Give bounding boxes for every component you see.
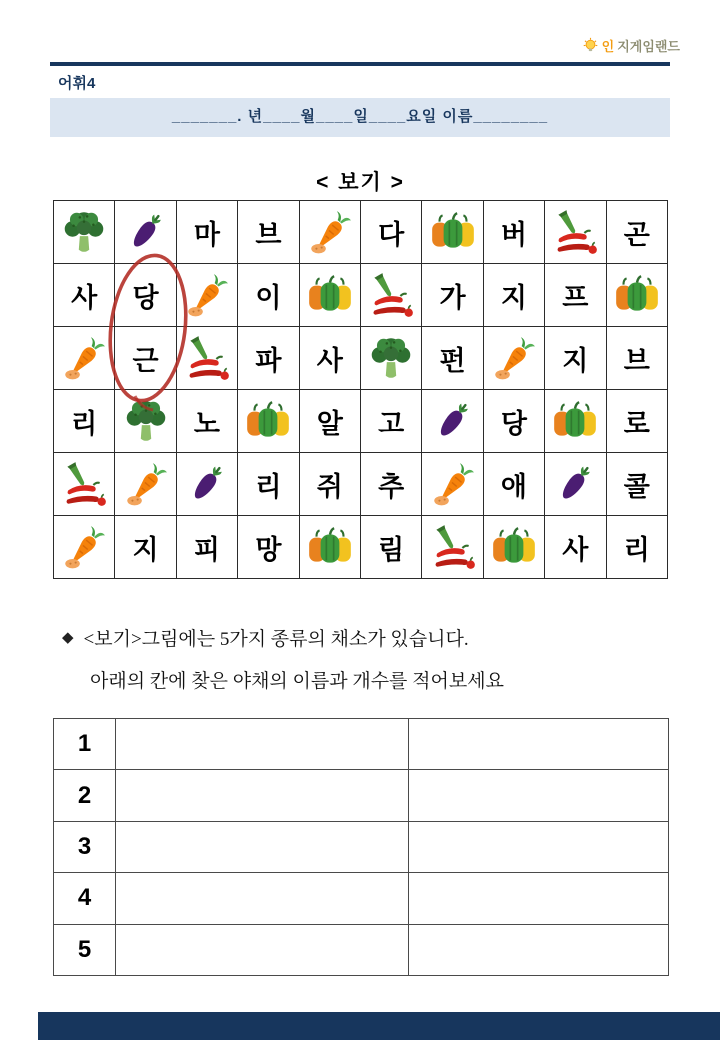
footer-bar [38, 1012, 720, 1040]
carrot-icon [176, 264, 237, 327]
syllable-cell: 애 [483, 453, 544, 516]
vegetable-name-cell [116, 719, 409, 770]
syllable-cell: 지 [483, 264, 544, 327]
row-number: 3 [54, 821, 116, 872]
brand-text-accent: 인 [601, 39, 615, 54]
syllable-cell: 로 [606, 390, 667, 453]
syllable-cell: 당 [483, 390, 544, 453]
worksheet-title: 어휘4 [50, 66, 670, 98]
instruction-line-1 [62, 624, 504, 651]
lightbulb-icon [582, 37, 599, 54]
bell-peppers-icon [545, 390, 606, 453]
broccoli-icon [54, 201, 115, 264]
syllable-cell: 브 [238, 201, 299, 264]
syllable-cell: 당 [115, 264, 176, 327]
answer-table [53, 718, 669, 976]
answer-row [54, 821, 669, 872]
syllable-cell: 펀 [422, 327, 483, 390]
bell-peppers-icon [238, 390, 299, 453]
broccoli-icon [360, 327, 421, 390]
chili-okra-icon [422, 516, 483, 579]
chili-okra-icon [54, 453, 115, 516]
carrot-icon [115, 453, 176, 516]
vocab-grid [53, 200, 668, 579]
syllable-cell: 리 [606, 516, 667, 579]
broccoli-icon [115, 390, 176, 453]
chili-okra-icon [360, 264, 421, 327]
vegetable-count-cell [409, 770, 669, 821]
eggplant-icon [422, 390, 483, 453]
syllable-cell: 쥐 [299, 453, 360, 516]
vegetable-count-cell [409, 924, 669, 975]
syllable-cell: 다 [360, 201, 421, 264]
carrot-icon [54, 516, 115, 579]
syllable-cell: 근 [115, 327, 176, 390]
syllable-cell: 추 [360, 453, 421, 516]
vegetable-name-cell [116, 873, 409, 924]
carrot-icon [422, 453, 483, 516]
carrot-icon [299, 201, 360, 264]
vegetable-count-cell [409, 821, 669, 872]
diamond-bullet: ◆ [62, 630, 74, 646]
syllable-cell: 사 [299, 327, 360, 390]
grid-row [54, 264, 668, 327]
vegetable-name-cell [116, 770, 409, 821]
grid-row [54, 201, 668, 264]
instruction-text-2: 아래의 칸에 찾은 야채의 이름과 개수를 적어보세요 [90, 671, 504, 692]
syllable-cell: 사 [54, 264, 115, 327]
syllable-cell: 콜 [606, 453, 667, 516]
grid-row [54, 516, 668, 579]
carrot-icon [483, 327, 544, 390]
brand-text: 지게임랜드 [617, 39, 680, 54]
vegetable-count-cell [409, 873, 669, 924]
syllable-cell: 마 [176, 201, 237, 264]
syllable-cell: 고 [360, 390, 421, 453]
answer-table-body [54, 719, 669, 976]
row-number: 4 [54, 873, 116, 924]
eggplant-icon [115, 201, 176, 264]
vegetable-name-cell [116, 924, 409, 975]
instruction-text-1: <보기>그림에는 5가지 종류의 채소가 있습니다. [83, 629, 469, 650]
vegetable-name-cell [116, 821, 409, 872]
syllable-cell: 파 [238, 327, 299, 390]
answer-row [54, 770, 669, 821]
example-heading: < 보기 > [316, 171, 405, 194]
bell-peppers-icon [299, 516, 360, 579]
eggplant-icon [176, 453, 237, 516]
vegetable-count-cell [409, 719, 669, 770]
answer-row [54, 873, 669, 924]
syllable-cell: 림 [360, 516, 421, 579]
carrot-icon [54, 327, 115, 390]
brand-logo [582, 36, 680, 55]
answer-row [54, 719, 669, 770]
syllable-cell: 프 [545, 264, 606, 327]
date-line: _______. 년____월____일____요일 이름________ [50, 98, 670, 137]
grid-row [54, 327, 668, 390]
bell-peppers-icon [422, 201, 483, 264]
answer-row [54, 924, 669, 975]
vocab-grid-table [53, 200, 668, 579]
syllable-cell: 알 [299, 390, 360, 453]
row-number: 1 [54, 719, 116, 770]
grid-row [54, 390, 668, 453]
bell-peppers-icon [299, 264, 360, 327]
syllable-cell: 이 [238, 264, 299, 327]
syllable-cell: 지 [115, 516, 176, 579]
eggplant-icon [545, 453, 606, 516]
chili-okra-icon [545, 201, 606, 264]
syllable-cell: 가 [422, 264, 483, 327]
syllable-cell: 버 [483, 201, 544, 264]
syllable-cell: 노 [176, 390, 237, 453]
syllable-cell: 곤 [606, 201, 667, 264]
vocab-grid-body [54, 201, 668, 579]
syllable-cell: 사 [545, 516, 606, 579]
grid-row [54, 453, 668, 516]
bell-peppers-icon [483, 516, 544, 579]
syllable-cell: 망 [238, 516, 299, 579]
syllable-cell: 브 [606, 327, 667, 390]
bell-peppers-icon [606, 264, 667, 327]
syllable-cell: 피 [176, 516, 237, 579]
worksheet-header [50, 62, 670, 137]
syllable-cell: 지 [545, 327, 606, 390]
row-number: 5 [54, 924, 116, 975]
syllable-cell: 리 [238, 453, 299, 516]
instructions [62, 624, 504, 693]
chili-okra-icon [176, 327, 237, 390]
row-number: 2 [54, 770, 116, 821]
syllable-cell: 리 [54, 390, 115, 453]
